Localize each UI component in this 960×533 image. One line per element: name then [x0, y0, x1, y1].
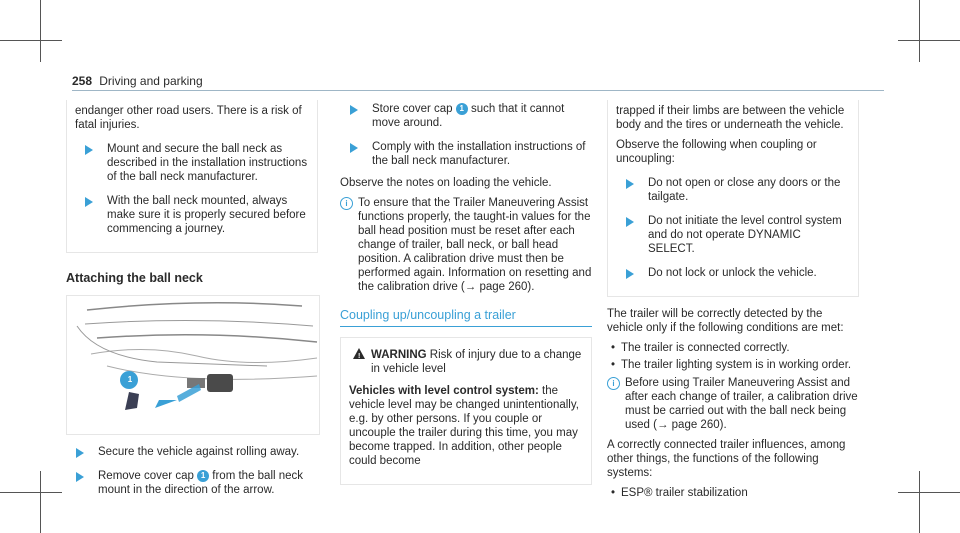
- info-text: To ensure that the Trailer Maneuvering Assist functions properly, the taught-in values for the ball head position must be reset after each change of trailer, ball neck, or ball head position. A calibration drive must then be performed again. Information on resetting and the calibration drive (→ page 260).: [358, 197, 592, 293]
- warning-cont: trapped if their limbs are between the vehicle body and the tires or underneath the vehicle.: [616, 105, 845, 131]
- warning-label: WARNING: [371, 349, 427, 361]
- influence-text: A correctly connected trailer influences, among other things, the functions of the following systems:: [607, 439, 846, 479]
- info-note: [340, 196, 592, 294]
- info-icon: i: [340, 197, 353, 210]
- callout-1-inline: 1: [456, 103, 468, 115]
- ball-neck-drawing: [67, 296, 319, 434]
- step-comply: [340, 140, 592, 168]
- crop-mark: [919, 0, 920, 62]
- crop-mark: [0, 40, 62, 41]
- warning-continuation-box: [607, 100, 859, 297]
- system-item: • ESP® trailer stabilization: [607, 486, 859, 500]
- crop-mark: [40, 0, 41, 62]
- observe-following: Observe the following when coupling or uncoupling:: [616, 139, 817, 165]
- condition-item: • The trailer lighting system is in working order.: [607, 358, 859, 372]
- step-text: Remove cover cap: [98, 470, 194, 482]
- section-title: Driving and parking: [99, 74, 203, 88]
- step-mount: [75, 142, 309, 184]
- step-store-cap: [340, 102, 592, 130]
- rule-text: Do not initiate the level control system and do not operate DYNAMIC SELECT.: [648, 215, 842, 255]
- observe-text: Observe the notes on loading the vehicle.: [340, 177, 552, 189]
- step-roll-away: [66, 445, 318, 459]
- info-text: Before using Trailer Maneuvering Assist and after each change of trailer, a calibration drive must be carried out with the ball neck being used (→ page 260).: [625, 377, 858, 431]
- page-header: [72, 74, 884, 89]
- page-number: 258: [72, 74, 93, 88]
- warning-body: [349, 384, 583, 468]
- crop-mark: [898, 492, 960, 493]
- intro-text: endanger other road users. There is a risk of fatal injuries.: [75, 105, 302, 131]
- step-text: Comply with the installation instructions of the ball neck manufacturer.: [372, 141, 586, 167]
- callout-1-inline: 1: [197, 470, 209, 482]
- rule-doors: [616, 176, 850, 204]
- step-text: from the ball neck mount in the direction of the arrow.: [98, 470, 304, 496]
- warning-text: Risk of injury due to a change in vehicle level: [371, 349, 582, 375]
- warning-body-text: the vehicle level may be changed unintentionally, e.g. by other persons. If you couple or uncouple the trailer during this time, you may become trapped. In addition, other people could become: [349, 385, 579, 467]
- rule-lock: [616, 266, 850, 280]
- warning-body-lead: Vehicles with level control system:: [349, 385, 539, 397]
- warning-title: [349, 348, 583, 376]
- warning-icon: !: [353, 348, 365, 359]
- callout-1: 1: [127, 375, 133, 384]
- rule-text: Do not lock or unlock the vehicle.: [648, 267, 817, 279]
- intro-box: [66, 100, 318, 253]
- section-heading: Attaching the ball neck: [66, 271, 203, 285]
- ball-neck-illustration: [66, 295, 320, 435]
- rule-level-control: [616, 214, 850, 256]
- step-remove-cap: [66, 469, 318, 497]
- step-text: With the ball neck mounted, always make sure it is properly secured before commencing a journey.: [107, 195, 306, 235]
- step-text: Mount and secure the ball neck as described in the installation instructions of the ball neck manufacturer.: [107, 143, 308, 183]
- section-heading-coupling: Coupling up/uncoupling a trailer: [340, 308, 592, 327]
- rule-text: Do not open or close any doors or the tailgate.: [648, 177, 841, 203]
- crop-mark: [898, 40, 960, 41]
- condition-item: • The trailer is connected correctly.: [607, 341, 859, 355]
- crop-mark: [919, 471, 920, 533]
- column-left: [66, 100, 318, 505]
- step-text: such that it cannot move around.: [372, 103, 565, 129]
- header-rule: [72, 90, 884, 91]
- step-secure: [75, 194, 309, 236]
- info-note: [607, 376, 859, 432]
- step-text: Secure the vehicle against rolling away.: [98, 446, 300, 458]
- detect-text: The trailer will be correctly detected by the vehicle only if the following conditions are met:: [607, 308, 844, 334]
- info-icon: i: [607, 377, 620, 390]
- column-right: [607, 100, 859, 503]
- step-text: Store cover cap: [372, 103, 453, 115]
- warning-box: [340, 337, 592, 485]
- crop-mark: [40, 471, 41, 533]
- crop-mark: [0, 492, 62, 493]
- column-middle: [340, 100, 592, 485]
